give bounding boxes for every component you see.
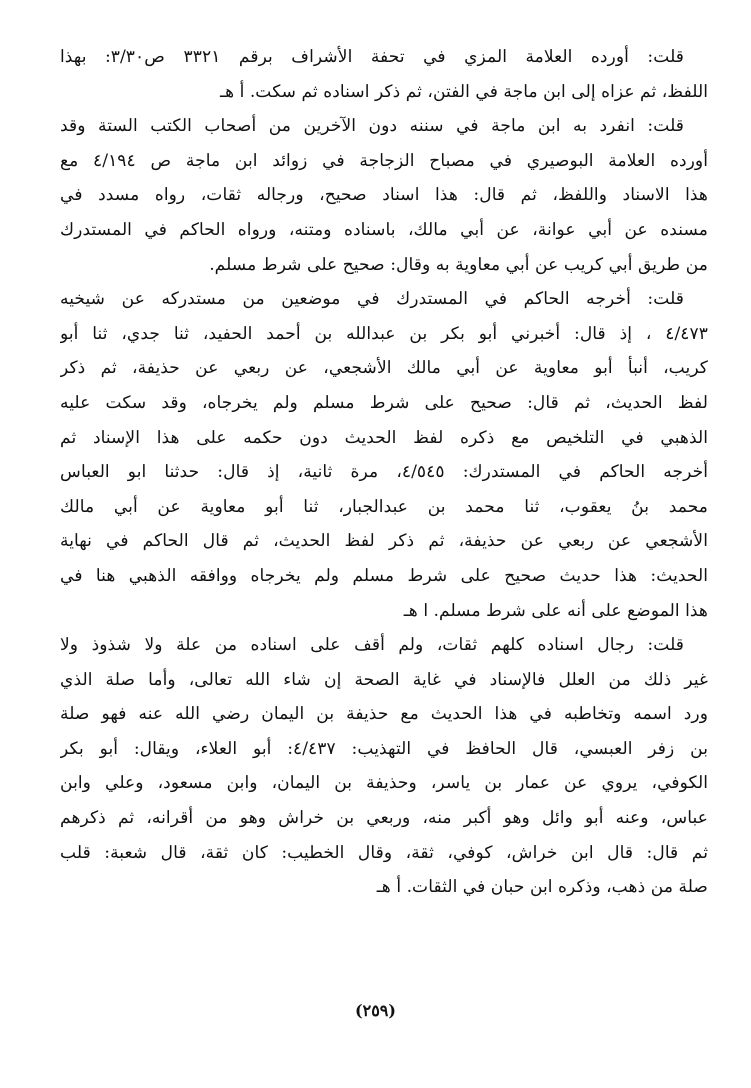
text-line: قلت: رجال اسناده كلهم ثقات، ولم أقف على اسناده من علة ولا شذوذ ولا	[60, 635, 684, 656]
text-line: ٤/٤٧٣ ، إذ قال: أخبرني أبو بكر بن عبدالله بن أحمد الحفيد، ثنا جدي، ثنا أبو	[60, 323, 708, 344]
text-line: أخرجه الحاكم في المستدرك: ٤/٥٤٥، مرة ثانية، إذ قال: حدثنا ابو العباس	[60, 462, 708, 483]
text-line: الأشجعي عن ربعي عن حذيفة، ثم ذكر لفظ الحديث، ثم قال الحاكم في نهاية	[60, 531, 708, 552]
text-line: ورد اسمه وتخاطبه في هذا الحديث مع حذيفة بن اليمان رضي الله عنه فهو صلة	[60, 704, 708, 725]
document-body	[60, 40, 708, 905]
text-line: من طريق أبي كريب عن أبي معاوية به وقال: صحيح على شرط مسلم.	[209, 254, 708, 275]
text-line: هذا الاسناد واللفظ، ثم قال: هذا اسناد صحيح، ورجاله ثقات، رواه مسدد في	[60, 185, 708, 206]
text-line: مسنده عن أبي عوانة، عن أبي مالك، باسناده ومتنه، ورواه الحاكم في المستدرك	[60, 219, 708, 240]
page-number: (٢٥٩)	[355, 1001, 396, 1020]
text-line: محمد بنُ يعقوب، ثنا محمد بن عبدالجبار، ثنا أبو معاوية عن أبي مالك	[60, 496, 708, 517]
text-line: بن زفر العبسي، قال الحافظ في التهذيب: ٤/٤٣٧: أبو العلاء، ويقال: أبو بكر	[60, 738, 708, 759]
text-line: قلت: أخرجه الحاكم في المستدرك في موضعين من مستدركه عن شيخيه	[60, 289, 684, 310]
text-line: هذا الموضع على أنه على شرط مسلم. ا هـ	[403, 600, 708, 621]
text-line: اللفظ، ثم عزاه إلى ابن ماجة في الفتن، ثم ذكر اسناده ثم سكت. أ هـ	[220, 81, 708, 102]
text-line: صلة من ذهب، وذكره ابن حبان في الثقات. أ هـ	[376, 877, 708, 898]
text-line: الذهبي في التلخيص مع ذكره لفظ الحديث دون حكمه على هذا الإسناد ثم	[60, 427, 708, 448]
text-line: أورده العلامة البوصيري في مصباح الزجاجة في زوائد ابن ماجة ص ٤/١٩٤ مع	[60, 150, 708, 171]
text-line: الحديث: هذا حديث صحيح على شرط مسلم ولم يخرجاه ووافقه الذهبي هنا في	[60, 565, 708, 586]
text-line: الكوفي، يروي عن عمار بن ياسر، وحذيفة بن اليمان، وابن مسعود، وعلي وابن	[60, 773, 708, 794]
text-line: قلت: أورده العلامة المزي في تحفة الأشراف برقم ٣٣٢١ ص٣/٣٠: بهذا	[60, 47, 684, 67]
text-line: ثم قال: قال ابن خراش، كوفي، ثقة، وقال الخطيب: كان ثقة، قال شعبة: قلب	[60, 842, 708, 863]
text-line: قلت: انفرد به ابن ماجة في سننه دون الآخرين من أصحاب الكتب الستة وقد	[60, 116, 684, 137]
text-line: عباس، وعنه أبو وائل وهو أكبر منه، وربعي بن خراش وهو من أقرانه، ثم ذكرهم	[60, 808, 708, 829]
text-line: كريب، أنبأ أبو معاوية عن أبي مالك الأشجعي، عن ربعي عن حذيفة، ثم ذكر	[60, 358, 708, 379]
text-line: غير ذلك من العلل فالإسناد في غاية الصحة إن شاء الله تعالى، وأما صلة الذي	[60, 669, 708, 690]
text-line: لفظ الحديث، ثم قال: صحيح على شرط مسلم ولم يخرجاه، وقد سكت عليه	[60, 392, 708, 413]
